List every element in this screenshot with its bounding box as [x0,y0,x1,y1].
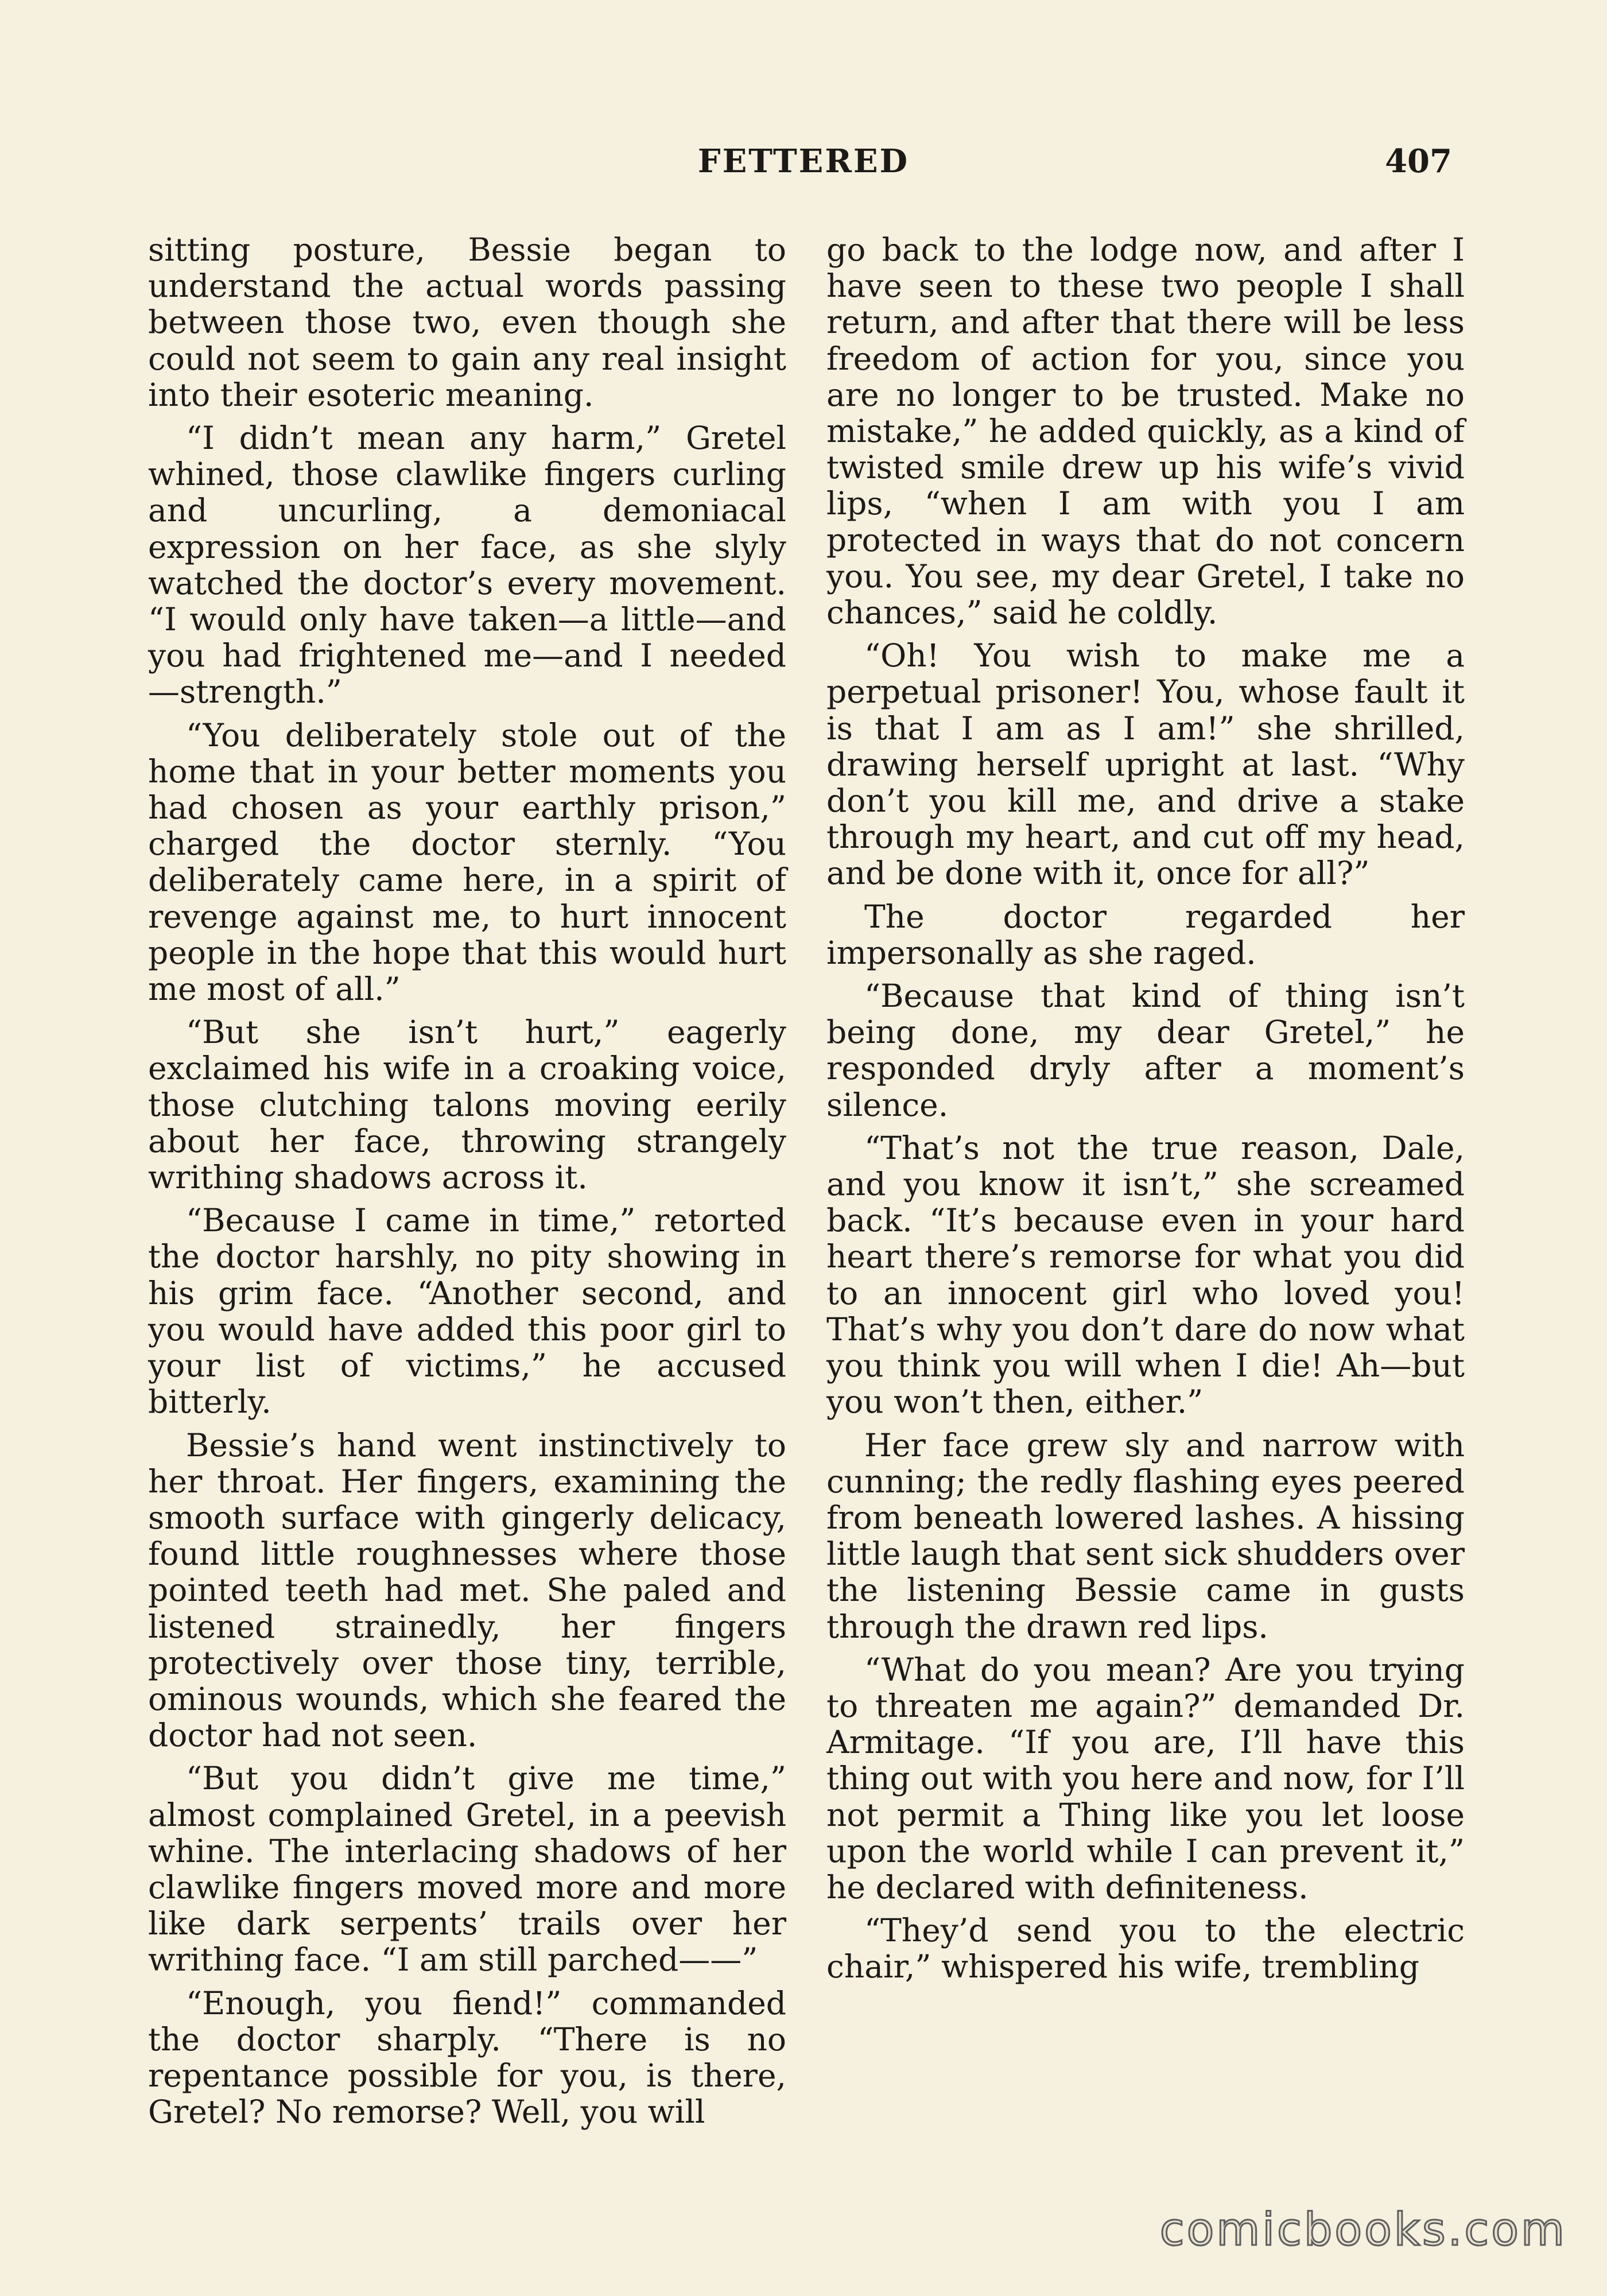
paragraph: Bessie’s hand went instinctively to her throat. Her fingers, examining the smooth surface with gingerly delicacy, found little roughnesses where those pointed teeth had met. She paled and listened strainedly, her fingers protectively over those tiny, terrible, ominous wounds, which she feared the doctor had not seen. [148,1426,786,1754]
paragraph: “What do you mean? Are you trying to threaten me again?” demanded Dr. Armitage. “If you are, I’ll have this thing out with you here and now, for I’ll not permit a Thing like you let loose upon the world while I can prevent it,” he declared with definiteness. [826,1651,1465,1906]
paragraph: “I didn’t mean any harm,” Gretel whined, those clawlike fingers curling and uncurling, a demoniacal expression on her face, as she slyly watched the doctor’s every movement. “I would only have taken—a little—and you had frightened me—and I needed —strength.” [148,420,786,711]
paragraph: “Oh! You wish to make me a perpetual prisoner! You, whose fault it is that I am as I am!” she shrilled, drawing herself upright at last. “Why don’t you kill me, and drive a stake through my heart, and cut off my head, and be done with it, once for all?” [826,637,1465,892]
paragraph: “You deliberately stole out of the home that in your better moments you had chosen as your earthly prison,” charged the doctor sternly. “You deliberately came here, in a spirit of revenge against me, to hurt innocent people in the hope that this would hurt me most of all.” [148,716,786,1008]
paragraph: “But she isn’t hurt,” eagerly exclaimed his wife in a croaking voice, those clutching talons moving eerily about her face, throwing strangely writhing shadows across it. [148,1014,786,1196]
paragraph: “Enough, you fiend!” commanded the doctor sharply. “There is no repentance possible for you, is there, Gretel? No remorse? Well, you will [148,1984,786,2131]
left-column [148,232,786,2130]
running-head [149,142,1458,188]
paragraph: “That’s not the true reason, Dale, and you know it isn’t,” she screamed back. “It’s because even in your hard heart there’s remorse for what you did to an innocent girl who loved you! That’s why you don’t dare do now what you think you will when I die! Ah—but you won’t then, either.” [826,1129,1465,1421]
paragraph: “Because that kind of thing isn’t being done, my dear Gretel,” he responded dryly after a moment’s silence. [826,978,1465,1123]
page-number: 407 [1385,142,1452,180]
paragraph: “Because I came in time,” retorted the doctor harshly, no pity showing in his grim face. “Another second, and you would have added this poor girl to your list of victims,” he accused bitterly. [148,1202,786,1421]
paragraph: sitting posture, Bessie began to understand the actual words passing between those two, even though she could not seem to gain any real insight into their esoteric meaning. [148,231,786,413]
paragraph: “They’d send you to the electric chair,” whispered his wife, trembling [826,1912,1465,1985]
watermark-logo: comicbooks.com [1159,2204,1567,2256]
running-title: FETTERED [697,142,910,180]
paragraph: go back to the lodge now, and after I have seen to these two people I shall return, and after that there will be less freedom of action for you, since you are no longer to be trusted. Make no mistake,” he added quickly, as a kind of twisted smile drew up his wife’s vivid lips, “when I am with you I am protected in ways that do not concern you. You see, my dear Gretel, I take no chances,” said he coldly. [826,231,1465,631]
right-column [826,232,1465,1985]
paragraph: The doctor regarded her impersonally as she raged. [826,898,1465,971]
paragraph: “But you didn’t give me time,” almost complained Gretel, in a peevish whine. The interlacing shadows of her clawlike fingers moved more and more like dark serpents’ trails over her writhing face. “I am still parched——” [148,1760,786,1979]
paragraph: Her face grew sly and narrow with cunning; the redly flashing eyes peered from beneath lowered lashes. A hissing little laugh that sent sick shudders over the listening Bessie came in gusts through the drawn red lips. [826,1426,1465,1645]
